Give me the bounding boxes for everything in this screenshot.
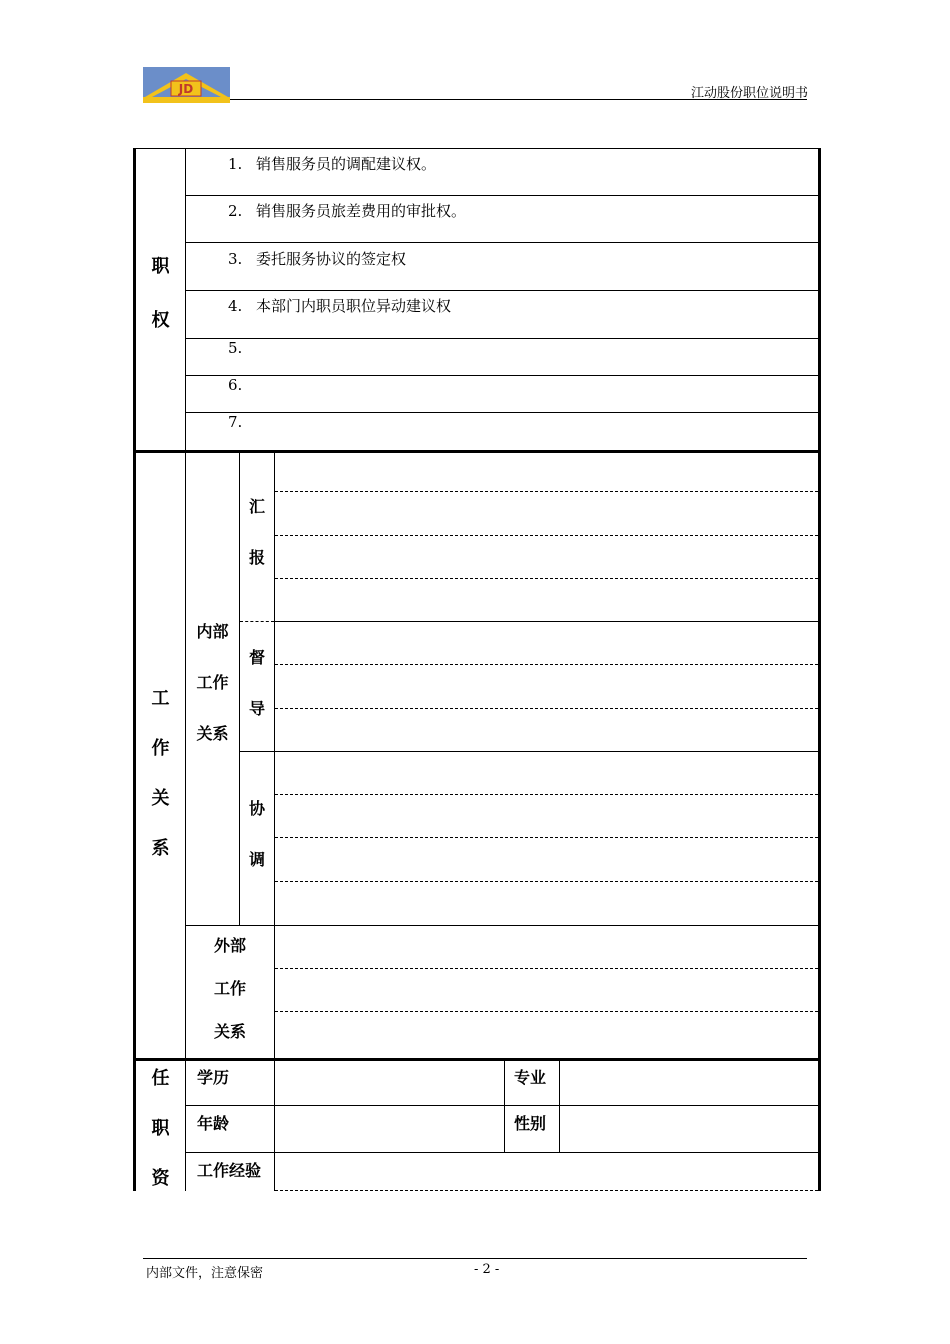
coordinate-label <box>240 796 274 870</box>
authority-item-text: 销售服务员的调配建议权。 <box>256 155 437 173</box>
qual-column-divider <box>504 1061 505 1153</box>
authority-row-line <box>185 338 818 339</box>
authority-row-line <box>185 195 818 196</box>
report-label-char: 汇 <box>248 497 265 516</box>
report-label-char: 报 <box>248 548 265 567</box>
authority-item-text: 委托服务协议的签定权 <box>256 250 407 268</box>
gender-label: 性别 <box>514 1114 547 1133</box>
supervise-line <box>275 708 818 709</box>
internal-label-part: 关系 <box>196 724 229 743</box>
external-relations-label <box>186 933 274 1042</box>
authority-row-line <box>185 375 818 376</box>
qual-row-line <box>185 1152 818 1153</box>
internal-relations-label <box>186 619 239 744</box>
work-relations-label-char: 工 <box>151 688 170 709</box>
external-line <box>275 968 818 969</box>
authority-item-num: 6. <box>228 376 243 394</box>
report-label <box>240 494 274 568</box>
external-label-part: 外部 <box>213 936 246 955</box>
qual-column-divider <box>559 1061 560 1153</box>
footer-confidential: 内部文件，注意保密 <box>146 1266 264 1281</box>
authority-item <box>228 248 406 269</box>
authority-item-num: 3. <box>228 250 243 268</box>
authority-item-num: 1. <box>228 155 243 173</box>
age-label: 年龄 <box>197 1114 230 1133</box>
authority-row-line <box>185 412 818 413</box>
header-rule <box>230 99 807 100</box>
authority-item-num: 4. <box>228 297 243 315</box>
header-title: 江动股份职位说明书 <box>690 86 808 101</box>
external-label-part: 工作 <box>213 979 246 998</box>
authority-item-num: 7. <box>228 413 243 431</box>
supervise-label-char: 导 <box>248 699 265 718</box>
coordinate-label-char: 协 <box>248 799 265 818</box>
experience-line <box>275 1190 818 1191</box>
supervise-label <box>240 645 274 719</box>
authority-label-char: 职 <box>151 256 170 277</box>
report-line <box>275 535 818 536</box>
qualifications-label-char: 资 <box>151 1168 170 1189</box>
supervise-divider <box>240 751 818 752</box>
work-relations-label-char: 系 <box>151 838 170 859</box>
coordinate-label-char: 调 <box>248 850 265 869</box>
experience-label: 工作经验 <box>197 1161 262 1180</box>
coordinate-line <box>275 837 818 838</box>
external-label-part: 关系 <box>213 1022 246 1041</box>
logo-text: JD <box>178 82 194 96</box>
company-logo <box>143 67 230 103</box>
major-label: 专业 <box>514 1068 547 1087</box>
qualifications-label <box>136 1064 185 1190</box>
coordinate-line <box>275 794 818 795</box>
external-line <box>275 1011 818 1012</box>
authority-item <box>228 339 256 357</box>
authority-item-num: 5. <box>228 339 243 357</box>
qual-column-divider <box>274 1061 275 1191</box>
authority-row-line <box>185 242 818 243</box>
table-top-border <box>136 148 818 149</box>
authority-item-text: 本部门内职员职位异动建议权 <box>256 297 452 315</box>
authority-item <box>228 295 451 316</box>
report-line <box>275 578 818 579</box>
work-relations-label <box>136 684 185 860</box>
internal-external-divider <box>185 925 818 926</box>
authority-item <box>228 153 436 174</box>
authority-item-text: 销售服务员旅差费用的审批权。 <box>256 202 467 220</box>
qual-row-line <box>185 1105 818 1106</box>
report-divider <box>275 621 818 622</box>
authority-label <box>136 252 185 332</box>
education-label: 学历 <box>197 1068 230 1087</box>
qualifications-label-char: 任 <box>151 1068 170 1089</box>
report-divider-dashed <box>240 621 274 622</box>
coordinate-line <box>275 881 818 882</box>
supervise-line <box>275 664 818 665</box>
footer-rule <box>143 1258 807 1259</box>
report-line <box>275 491 818 492</box>
authority-label-char: 权 <box>151 310 170 331</box>
authority-item <box>228 200 466 221</box>
authority-item-num: 2. <box>228 202 243 220</box>
page-number: - 2 - <box>474 1262 500 1277</box>
internal-label-part: 内部 <box>196 622 229 641</box>
job-description-table <box>133 148 821 1191</box>
supervise-label-char: 督 <box>248 648 265 667</box>
internal-label-part: 工作 <box>196 673 229 692</box>
work-relations-label-char: 关 <box>151 788 170 809</box>
work-relations-label-char: 作 <box>151 738 170 759</box>
authority-item <box>228 376 256 394</box>
authority-row-line <box>185 290 818 291</box>
authority-item <box>228 413 256 431</box>
section-divider <box>136 1058 818 1061</box>
qualifications-label-char: 职 <box>151 1118 170 1139</box>
